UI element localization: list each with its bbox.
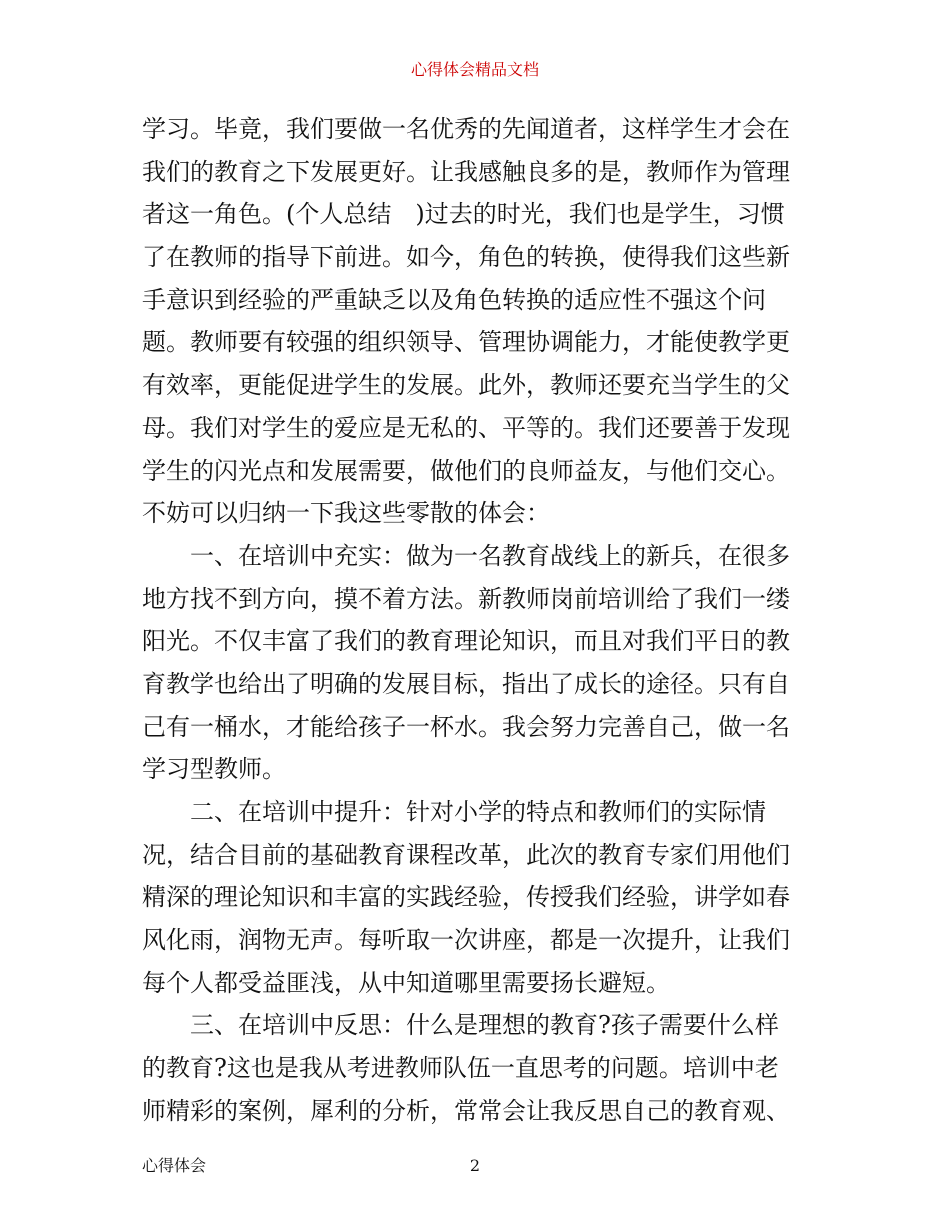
text-line: 我们的教育之下发展更好。让我感触良多的是，教师作为管理 [142, 157, 790, 186]
text-line: 育教学也给出了明确的发展目标，指出了成长的途径。只有自 [142, 669, 790, 698]
footer-label: 心得体会 [142, 1156, 207, 1175]
text-line: 每个人都受益匪浅，从中知道哪里需要扬长避短。 [142, 968, 670, 997]
text-line: 学习。毕竟，我们要做一名优秀的先闻道者，这样学生才会在 [142, 115, 790, 143]
text-line: 阳光。不仅丰富了我们的教育理论知识，而且对我们平日的教 [142, 627, 790, 656]
text-line: 学习型教师。 [142, 755, 286, 784]
text-line: 地方找不到方向，摸不着方法。新教师岗前培训给了我们一缕 [142, 584, 790, 613]
text-line: 二、在培训中提升：针对小学的特点和教师们的实际情 [190, 798, 766, 826]
text-line: 了在教师的指导下前进。如今，角色的转换，使得我们这些新 [142, 243, 790, 272]
page-header-title: 心得体会精品文档 [410, 60, 539, 79]
text-line: 手意识到经验的严重缺乏以及角色转换的适应性不强这个问 [142, 285, 766, 314]
document-body [142, 108, 812, 1133]
text-line: 风化雨，润物无声。每听取一次讲座，都是一次提升，让我们 [142, 926, 790, 955]
page-number: 2 [469, 1156, 481, 1175]
text-line: 有效率，更能促进学生的发展。此外，教师还要充当学生的父 [142, 371, 790, 400]
text-line: 题。教师要有较强的组织领导、管理协调能力，才能使教学更 [142, 328, 790, 357]
text-line: 不妨可以归纳一下我这些零散的体会： [142, 499, 550, 528]
text-line: 一、在培训中充实：做为一名教育战线上的新兵，在很多 [190, 541, 790, 570]
text-line: 精深的理论知识和丰富的实践经验，传授我们经验，讲学如春 [142, 883, 790, 912]
text-line: 三、在培训中反思：什么是理想的教育?孩子需要什么样 [190, 1011, 779, 1040]
text-line: 母。我们对学生的爱应是无私的、平等的。我们还要善于发现 [142, 413, 790, 442]
text-line: 者这一角色。(个人总结 )过去的时光，我们也是学生，习惯 [142, 200, 785, 229]
text-line: 师精彩的案例，犀利的分析，常常会让我反思自己的教育观、 [142, 1096, 790, 1125]
text-line: 学生的闪光点和发展需要，做他们的良师益友，与他们交心。 [142, 456, 790, 485]
text-line: 况，结合目前的基础教育课程改革，此次的教育专家们用他们 [142, 840, 790, 869]
text-line: 的教育?这也是我从考进教师队伍一直思考的问题。培训中老 [142, 1054, 779, 1083]
text-line: 己有一桶水，才能给孩子一杯水。我会努力完善自己，做一名 [142, 712, 790, 741]
